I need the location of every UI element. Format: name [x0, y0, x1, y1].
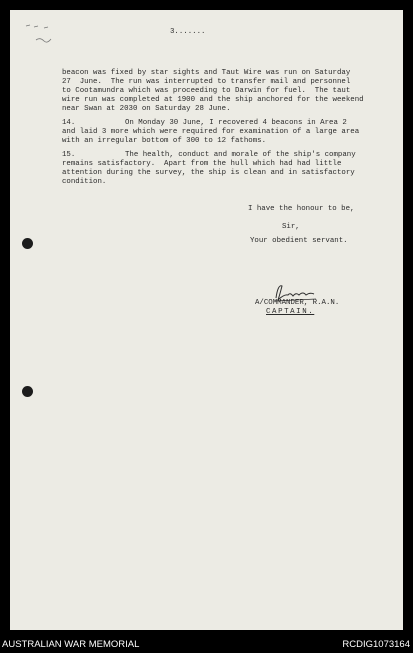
- paragraph-number: 15.: [62, 151, 76, 159]
- archive-name: AUSTRALIAN WAR MEMORIAL: [2, 639, 140, 650]
- closing-honour: I have the honour to be,: [248, 205, 355, 213]
- page-number: 3.......: [170, 28, 206, 36]
- text-line: condition.: [62, 178, 107, 186]
- text-line: with an irregular bottom of 300 to 12 fathoms.: [62, 137, 267, 145]
- signatory-title: CAPTAIN.: [266, 308, 315, 316]
- text-line: near Swan at 2030 on Saturday 28 June.: [62, 105, 231, 113]
- text-line: beacon was fixed by star sights and Taut Wire was run on Saturday: [62, 69, 351, 77]
- record-id: RCDIG1073164: [342, 639, 410, 650]
- archive-footer: [0, 633, 413, 653]
- text-line: wire run was completed at 1900 and the ship anchored for the weekend: [62, 96, 364, 104]
- punch-hole: [22, 386, 33, 397]
- text-line: and laid 3 more which were required for examination of a large area: [62, 128, 360, 136]
- text-line: 27 June. The run was interrupted to transfer mail and personnel: [62, 78, 351, 86]
- paragraph-number: 14.: [62, 119, 76, 127]
- text-line: remains satisfactory. Apart from the hull which had had little: [62, 160, 342, 168]
- punch-hole: [22, 238, 33, 249]
- text-line: to Cootamundra which was proceeding to Darwin for fuel. The taut: [62, 87, 351, 95]
- document-page: [10, 10, 403, 630]
- closing-servant: Your obedient servant.: [250, 237, 348, 245]
- signatory-rank: A/COMMANDER, R.A.N.: [255, 299, 340, 307]
- text-line: The health, conduct and morale of the ship's company: [125, 151, 356, 159]
- pencil-marks: [24, 20, 64, 50]
- closing-salutation: Sir,: [282, 223, 300, 231]
- text-line: attention during the survey, the ship is clean and in satisfactory: [62, 169, 355, 177]
- text-line: On Monday 30 June, I recovered 4 beacons in Area 2: [125, 119, 347, 127]
